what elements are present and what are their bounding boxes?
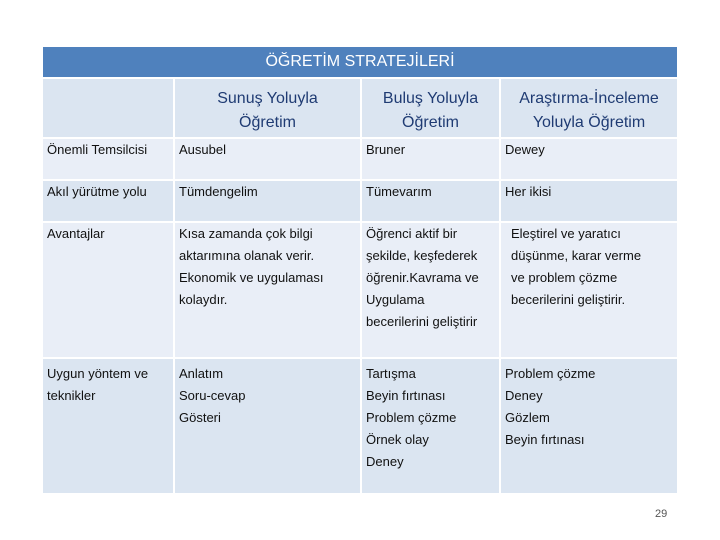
strategy-table xyxy=(43,47,677,493)
row-label-yontem: Uygun yöntem ve teknikler xyxy=(43,359,173,493)
header-sunus: Sunuş Yoluyla Öğretim xyxy=(175,79,360,137)
header-arastirma: Araştırma-İnceleme Yoluyla Öğretim xyxy=(501,79,677,137)
cell-avantaj-bulus: Öğrenci aktif bir şekilde, keşfederek öğrenir.Kavrama ve Uygulama becerilerini geliştirir xyxy=(362,223,499,357)
cell-yontem-arastirma: Problem çözme Deney Gözlem Beyin fırtınası xyxy=(501,359,677,493)
cell-temsilci-sunus: Ausubel xyxy=(175,139,360,179)
cell-temsilci-arastirma: Dewey xyxy=(501,139,677,179)
row-label-akil: Akıl yürütme yolu xyxy=(43,181,173,221)
cell-yontem-sunus: Anlatım Soru-cevap Gösteri xyxy=(175,359,360,493)
cell-akil-bulus: Tümevarım xyxy=(362,181,499,221)
page-number: 29 xyxy=(655,508,668,520)
table-title: ÖĞRETİM STRATEJİLERİ xyxy=(43,47,677,77)
header-empty-cell xyxy=(43,79,173,137)
cell-avantaj-arastirma: Eleştirel ve yaratıcı düşünme, karar verme ve problem çözme becerilerini geliştirir. xyxy=(501,223,677,357)
row-label-temsilci: Önemli Temsilcisi xyxy=(43,139,173,179)
cell-avantaj-sunus: Kısa zamanda çok bilgi aktarımına olanak verir. Ekonomik ve uygulaması kolaydır. xyxy=(175,223,360,357)
cell-temsilci-bulus: Bruner xyxy=(362,139,499,179)
header-bulus: Buluş Yoluyla Öğretim xyxy=(362,79,499,137)
cell-yontem-bulus: Tartışma Beyin fırtınası Problem çözme Örnek olay Deney xyxy=(362,359,499,493)
row-label-avantajlar: Avantajlar xyxy=(43,223,173,357)
cell-akil-sunus: Tümdengelim xyxy=(175,181,360,221)
cell-akil-arastirma: Her ikisi xyxy=(501,181,677,221)
